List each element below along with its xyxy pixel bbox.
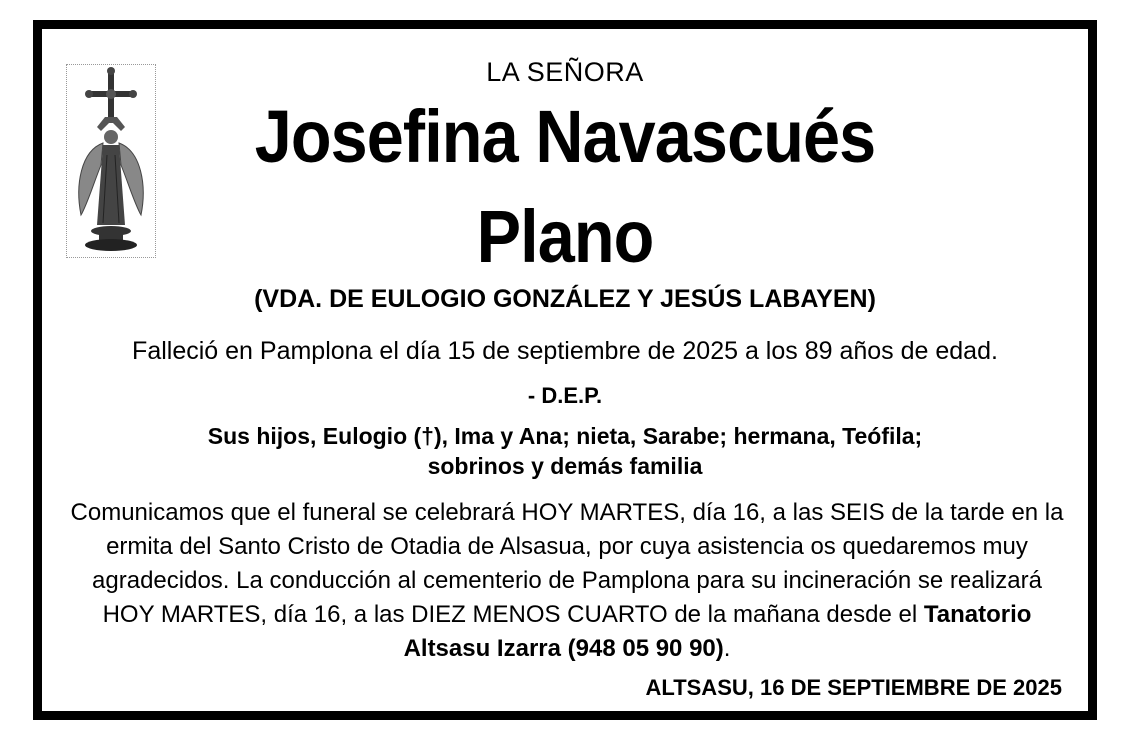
deceased-name-line2: Plano [476,195,654,278]
place-date-signature: ALTSASU, 16 DE SEPTIEMBRE DE 2025 [645,675,1062,700]
family-line1: Sus hijos, Eulogio (†), Ima y Ana; nieta, Sarabe; hermana, Teófila; [207,423,923,449]
widow-of-line: (VDA. DE EULOGIO GONZÁLEZ Y JESÚS LABAYEN) [254,285,876,313]
dep-line: - D.E.P. [527,383,603,408]
deceased-name-line1: Josefina Navascués [254,95,876,178]
obituary-frame [33,20,1097,720]
announcement-end: . [723,635,731,662]
family-line2: sobrinos y demás familia [427,453,703,479]
funeral-announcement [70,496,1064,666]
funeral-home: Tanatorio Altsasu Izarra (948 05 90 90) [403,601,1032,662]
pre-title: LA SEÑORA [486,57,644,87]
death-statement: Falleció en Pamplona el día 15 de septiembre de 2025 a los 89 años de edad. [132,337,998,365]
announcement-text: Comunicamos que el funeral se celebrará HOY MARTES, día 16, a las SEIS de la tarde en la ermita del Santo Cristo de Otadia de Alsasua, por cuya asistencia os quedaremos muy agradecidos. La conducción al cementerio de Pamplona para su incineración se realizará HOY MARTES, día 16, a las DIEZ MENOS CUARTO de la mañana desde el [70,499,1064,628]
family-block [42,421,1088,481]
